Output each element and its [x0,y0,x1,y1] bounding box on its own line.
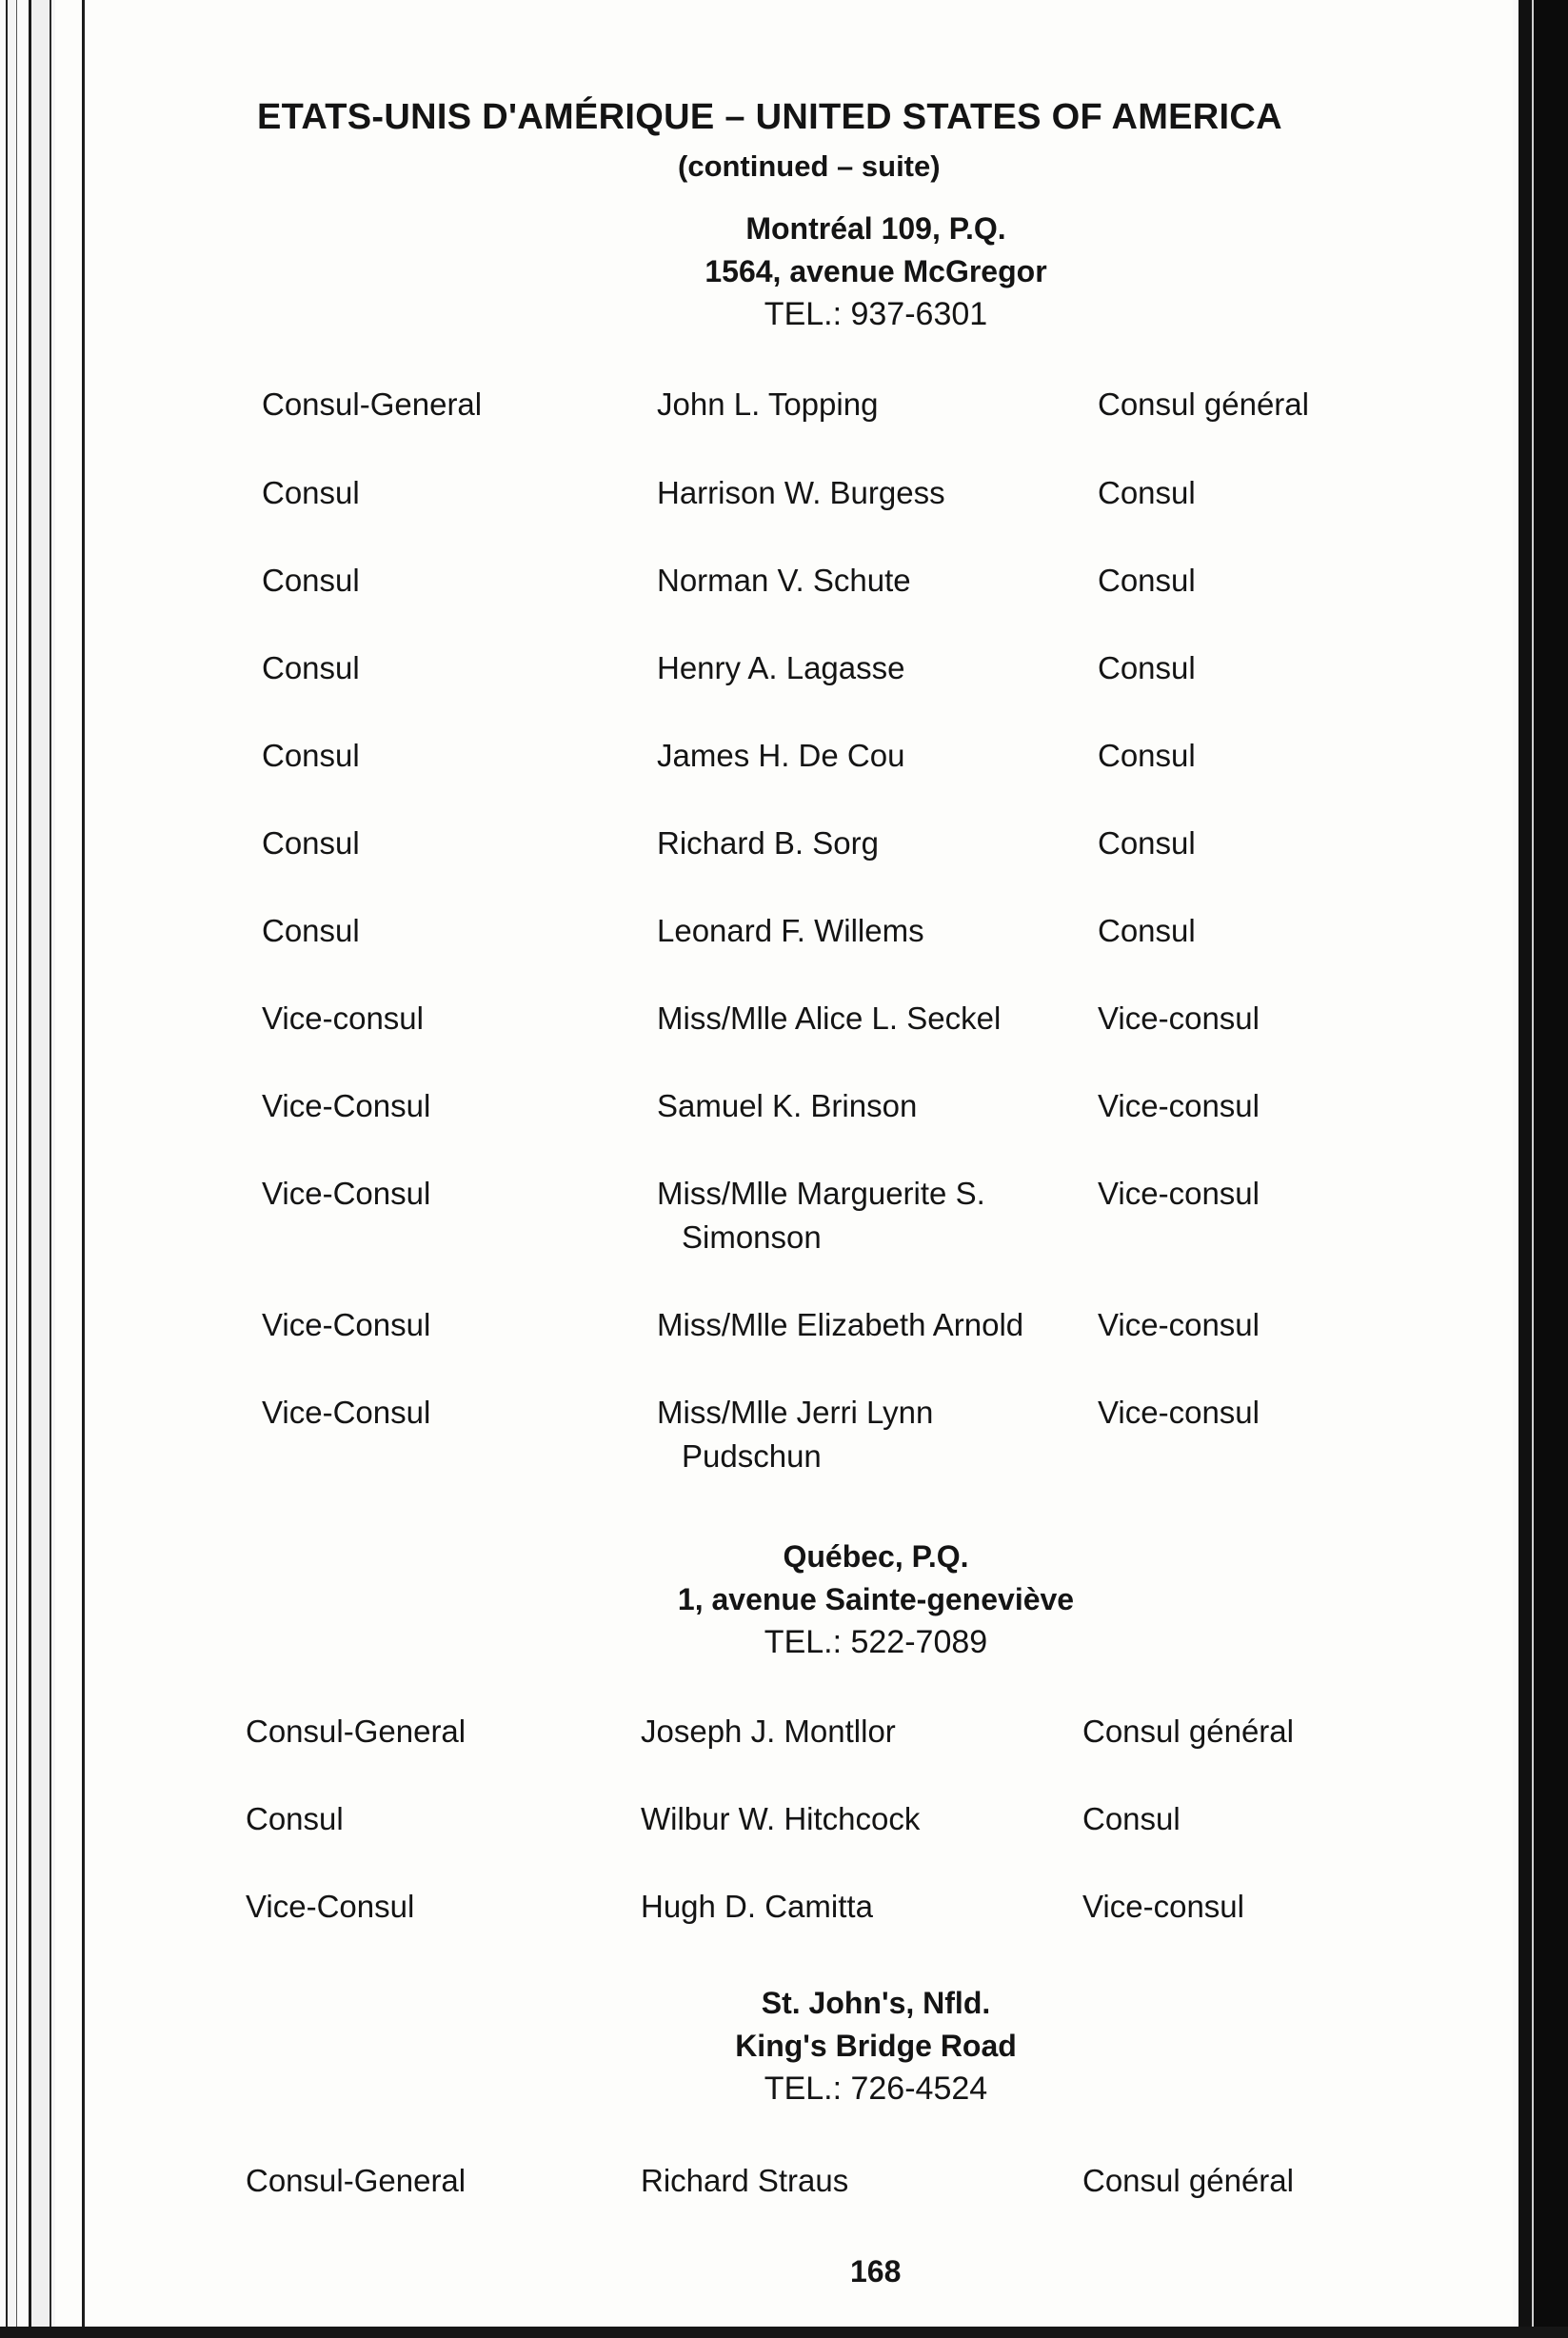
office-header-quebec [495,1536,1257,1664]
name-line: Miss/Mlle Jerri Lynn [657,1395,934,1430]
staff-name [657,1303,1023,1347]
name-line: Richard Straus [641,2163,849,2198]
staff-row [0,646,1568,723]
staff-row [0,383,1568,459]
office-header-st-johns [495,1982,1257,2110]
staff-row [0,1710,1568,1786]
office-telephone: TEL.: 522-7089 [764,1624,988,1660]
staff-name [657,734,904,778]
title-french: Consul général [1082,2163,1294,2198]
name-line: John L. Topping [657,386,879,422]
staff-row [0,1084,1568,1160]
title-english: Consul-General [246,1714,466,1749]
page-number: 168 [850,2254,902,2288]
staff-row [0,1797,1568,1873]
name-line: Miss/Mlle Marguerite S. [657,1176,985,1211]
staff-name [657,997,1001,1040]
staff-name [641,1885,873,1929]
staff-name [641,1710,896,1754]
title-french: Consul [1098,650,1196,685]
staff-name [657,559,911,603]
staff-row [0,734,1568,810]
title-french: Consul [1098,913,1196,948]
staff-row [0,1303,1568,1379]
staff-name [657,909,924,953]
title-french: Vice-consul [1098,1307,1260,1342]
office-telephone: TEL.: 937-6301 [764,296,988,332]
name-line: Richard B. Sorg [657,825,879,861]
staff-name [657,471,945,515]
scan-edge-right [1513,0,1568,2338]
staff-row [0,997,1568,1073]
title-english: Vice-Consul [262,1307,431,1342]
title-english: Consul [262,650,360,685]
title-english: Vice-Consul [262,1395,431,1430]
office-city: Montréal 109, P.Q. [745,211,1006,246]
title-french: Consul général [1082,1714,1294,1749]
title-english: Consul [262,475,360,510]
name-continuation: Pudschun [682,1438,822,1474]
title-french: Consul [1098,563,1196,598]
title-english: Vice-Consul [246,1889,415,1924]
title-french: Consul [1098,825,1196,861]
title-french: Vice-consul [1098,1176,1260,1211]
title-english: Consul [262,738,360,773]
staff-row [0,471,1568,547]
title-english: Consul [262,825,360,861]
staff-name [657,1172,985,1259]
staff-name [657,1391,933,1478]
staff-row [0,1391,1568,1496]
title-french: Consul [1098,738,1196,773]
staff-row [0,909,1568,985]
name-line: Hugh D. Camitta [641,1889,873,1924]
scan-edge-bottom [0,2327,1568,2338]
office-address: King's Bridge Road [735,2029,1017,2063]
staff-row [0,822,1568,898]
title-english: Vice-Consul [262,1176,431,1211]
name-line: Henry A. Lagasse [657,650,905,685]
title-french: Vice-consul [1098,1001,1260,1036]
page-title: ETATS-UNIS D'AMÉRIQUE – UNITED STATES OF AMERICA [257,97,1282,137]
title-english: Consul-General [246,2163,466,2198]
staff-row [0,1885,1568,1961]
name-line: Norman V. Schute [657,563,911,598]
title-french: Consul général [1098,386,1309,422]
office-city: Québec, P.Q. [783,1539,969,1574]
staff-row [0,1172,1568,1277]
title-english: Vice-consul [262,1001,424,1036]
title-french: Vice-consul [1098,1395,1260,1430]
office-telephone: TEL.: 726-4524 [764,2071,988,2107]
title-english: Consul [262,913,360,948]
staff-row [0,2159,1568,2235]
title-english: Consul-General [262,386,483,422]
office-address: 1564, avenue McGregor [705,254,1047,288]
scan-edge-left [0,0,55,2338]
title-french: Consul [1098,475,1196,510]
name-line: Leonard F. Willems [657,913,924,948]
name-line: James H. De Cou [657,738,905,773]
staff-name [657,646,905,690]
title-french: Consul [1082,1801,1181,1836]
staff-name [657,383,878,426]
name-continuation: Simonson [682,1219,822,1255]
staff-name [657,1084,917,1128]
name-line: Joseph J. Montllor [641,1714,896,1749]
name-line: Miss/Mlle Alice L. Seckel [657,1001,1002,1036]
title-english: Vice-Consul [262,1088,431,1123]
staff-name [641,2159,848,2203]
page-subtitle: (continued – suite) [678,149,941,183]
office-address: 1, avenue Sainte-geneviève [677,1582,1075,1616]
title-french: Vice-consul [1082,1889,1244,1924]
staff-row [0,559,1568,635]
name-line: Samuel K. Brinson [657,1088,918,1123]
name-line: Wilbur W. Hitchcock [641,1801,921,1836]
title-english: Consul [262,563,360,598]
staff-name [657,822,879,865]
name-line: Harrison W. Burgess [657,475,945,510]
office-city: St. John's, Nfld. [761,1986,991,2020]
name-line: Miss/Mlle Elizabeth Arnold [657,1307,1024,1342]
title-french: Vice-consul [1098,1088,1260,1123]
office-header-montreal [495,208,1257,336]
staff-name [641,1797,920,1841]
title-english: Consul [246,1801,344,1836]
